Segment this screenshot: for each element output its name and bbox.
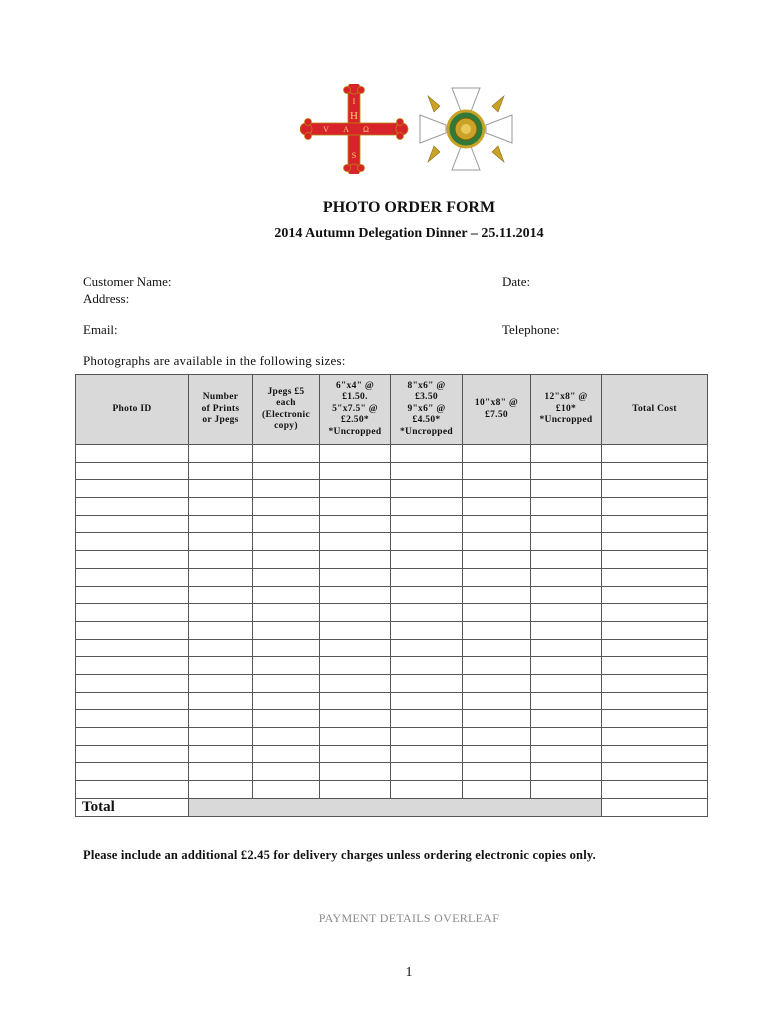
order-rows xyxy=(76,445,708,817)
table-cell[interactable] xyxy=(253,728,320,746)
table-cell[interactable] xyxy=(76,604,189,622)
table-row xyxy=(76,480,708,498)
order-table xyxy=(75,374,708,817)
logo-letter: H xyxy=(350,110,358,122)
white-cross-emblem-icon xyxy=(420,88,512,170)
table-cell[interactable] xyxy=(320,745,391,763)
table-cell[interactable] xyxy=(253,781,320,799)
table-cell[interactable] xyxy=(253,462,320,480)
table-cell[interactable] xyxy=(602,445,708,463)
table-cell[interactable] xyxy=(391,604,463,622)
logo-letter: Ω xyxy=(363,125,369,134)
table-cell[interactable] xyxy=(189,763,253,781)
table-cell[interactable] xyxy=(253,604,320,622)
table-cell[interactable] xyxy=(189,674,253,692)
table-cell[interactable] xyxy=(531,728,602,746)
table-cell[interactable] xyxy=(253,480,320,498)
table-cell[interactable] xyxy=(531,639,602,657)
table-cell[interactable] xyxy=(463,551,531,569)
column-header-8x6: 8"x6" @ £3.50 9"x6" @ £4.50* *Uncropped xyxy=(391,375,463,445)
table-cell[interactable] xyxy=(189,639,253,657)
table-row xyxy=(76,586,708,604)
logos xyxy=(300,84,516,174)
payment-overleaf-text: PAYMENT DETAILS OVERLEAF xyxy=(318,911,500,925)
table-cell[interactable] xyxy=(531,692,602,710)
table-cell[interactable] xyxy=(602,710,708,728)
table-cell[interactable] xyxy=(391,586,463,604)
table-cell[interactable] xyxy=(531,462,602,480)
table-cell[interactable] xyxy=(189,462,253,480)
table-cell[interactable] xyxy=(391,480,463,498)
table-cell[interactable] xyxy=(602,674,708,692)
table-cell[interactable] xyxy=(320,692,391,710)
table-row xyxy=(76,621,708,639)
telephone-label: Telephone: xyxy=(502,322,560,337)
table-row xyxy=(76,498,708,516)
table-cell[interactable] xyxy=(189,568,253,586)
table-cell[interactable] xyxy=(253,515,320,533)
table-cell[interactable] xyxy=(602,781,708,799)
table-cell[interactable] xyxy=(463,657,531,675)
table-cell[interactable] xyxy=(463,692,531,710)
delivery-note: Please include an additional £2.45 for delivery charges unless ordering electronic copies only. xyxy=(83,848,596,862)
table-cell[interactable] xyxy=(531,498,602,516)
table-cell[interactable] xyxy=(391,728,463,746)
table-row xyxy=(76,604,708,622)
table-cell[interactable] xyxy=(320,674,391,692)
table-row xyxy=(76,710,708,728)
table-row xyxy=(76,551,708,569)
table-cell[interactable] xyxy=(189,480,253,498)
table-cell[interactable] xyxy=(602,480,708,498)
table-cell[interactable] xyxy=(76,480,189,498)
table-cell[interactable] xyxy=(463,728,531,746)
table-cell[interactable] xyxy=(391,462,463,480)
table-cell[interactable] xyxy=(602,568,708,586)
table-cell[interactable] xyxy=(602,462,708,480)
table-cell[interactable] xyxy=(76,586,189,604)
table-cell[interactable] xyxy=(76,515,189,533)
table-cell[interactable] xyxy=(602,604,708,622)
table-cell[interactable] xyxy=(463,586,531,604)
table-cell[interactable] xyxy=(189,745,253,763)
table-cell[interactable] xyxy=(76,728,189,746)
red-cross-emblem-icon xyxy=(300,84,408,174)
table-cell[interactable] xyxy=(391,568,463,586)
table-cell[interactable] xyxy=(253,692,320,710)
table-cell[interactable] xyxy=(463,710,531,728)
table-cell[interactable] xyxy=(189,657,253,675)
table-cell[interactable] xyxy=(320,728,391,746)
table-cell[interactable] xyxy=(391,498,463,516)
table-cell[interactable] xyxy=(602,639,708,657)
total-row xyxy=(76,798,708,816)
table-cell[interactable] xyxy=(76,657,189,675)
column-header-10x8: 10"x8" @ £7.50 xyxy=(463,375,531,445)
table-cell[interactable] xyxy=(76,445,189,463)
page-title: PHOTO ORDER FORM xyxy=(322,199,496,216)
table-cell[interactable] xyxy=(189,692,253,710)
table-cell[interactable] xyxy=(76,621,189,639)
table-row xyxy=(76,781,708,799)
table-cell[interactable] xyxy=(463,462,531,480)
table-cell[interactable] xyxy=(320,639,391,657)
table-cell[interactable] xyxy=(76,568,189,586)
table-cell[interactable] xyxy=(531,657,602,675)
table-cell[interactable] xyxy=(320,498,391,516)
table-row xyxy=(76,533,708,551)
column-header-total-cost: Total Cost xyxy=(602,375,708,445)
table-cell[interactable] xyxy=(531,551,602,569)
table-cell[interactable] xyxy=(189,551,253,569)
table-cell[interactable] xyxy=(76,462,189,480)
date-label: Date: xyxy=(502,274,531,289)
table-cell[interactable] xyxy=(189,515,253,533)
table-cell[interactable] xyxy=(189,533,253,551)
table-cell[interactable] xyxy=(463,480,531,498)
table-cell[interactable] xyxy=(602,551,708,569)
table-cell[interactable] xyxy=(391,692,463,710)
table-row xyxy=(76,763,708,781)
table-cell[interactable] xyxy=(391,763,463,781)
table-cell[interactable] xyxy=(76,763,189,781)
table-cell[interactable] xyxy=(391,657,463,675)
table-cell[interactable] xyxy=(320,568,391,586)
table-cell[interactable] xyxy=(189,586,253,604)
table-cell[interactable] xyxy=(253,763,320,781)
table-cell[interactable] xyxy=(463,674,531,692)
table-row xyxy=(76,657,708,675)
table-cell[interactable] xyxy=(463,604,531,622)
sizes-intro-text: Photographs are available in the following sizes: xyxy=(83,353,346,368)
table-cell[interactable] xyxy=(391,745,463,763)
table-cell[interactable] xyxy=(189,621,253,639)
table-cell[interactable] xyxy=(320,604,391,622)
table-cell[interactable] xyxy=(531,763,602,781)
table-cell[interactable] xyxy=(320,657,391,675)
table-cell[interactable] xyxy=(76,710,189,728)
table-cell[interactable] xyxy=(531,480,602,498)
table-cell[interactable] xyxy=(320,621,391,639)
table-cell[interactable] xyxy=(320,462,391,480)
table-cell[interactable] xyxy=(320,551,391,569)
table-cell[interactable] xyxy=(463,445,531,463)
table-cell[interactable] xyxy=(253,533,320,551)
table-cell[interactable] xyxy=(531,710,602,728)
table-row xyxy=(76,445,708,463)
table-cell[interactable] xyxy=(189,498,253,516)
total-label: Total xyxy=(76,798,189,816)
table-cell[interactable] xyxy=(253,568,320,586)
table-cell[interactable] xyxy=(320,781,391,799)
table-cell[interactable] xyxy=(391,710,463,728)
total-shaded-cell xyxy=(189,798,602,816)
table-cell[interactable] xyxy=(391,621,463,639)
table-row xyxy=(76,674,708,692)
table-row xyxy=(76,515,708,533)
table-row xyxy=(76,745,708,763)
table-cell[interactable] xyxy=(602,533,708,551)
table-cell[interactable] xyxy=(602,745,708,763)
table-cell[interactable] xyxy=(602,728,708,746)
table-cell[interactable] xyxy=(391,781,463,799)
table-cell[interactable] xyxy=(531,604,602,622)
table-cell[interactable] xyxy=(253,745,320,763)
table-cell[interactable] xyxy=(391,445,463,463)
table-cell[interactable] xyxy=(391,639,463,657)
page-subtitle: 2014 Autumn Delegation Dinner – 25.11.2014 xyxy=(274,226,544,241)
table-cell[interactable] xyxy=(320,586,391,604)
logo-pair xyxy=(300,84,516,174)
table-cell[interactable] xyxy=(602,498,708,516)
table-cell[interactable] xyxy=(76,498,189,516)
table-cell[interactable] xyxy=(463,621,531,639)
table-cell[interactable] xyxy=(76,781,189,799)
address-label: Address: xyxy=(83,291,130,306)
table-cell[interactable] xyxy=(531,586,602,604)
table-cell[interactable] xyxy=(463,781,531,799)
table-cell[interactable] xyxy=(253,498,320,516)
table-header-row xyxy=(76,375,708,445)
table-cell[interactable] xyxy=(76,692,189,710)
table-cell[interactable] xyxy=(253,710,320,728)
table-cell[interactable] xyxy=(531,568,602,586)
table-cell[interactable] xyxy=(602,515,708,533)
table-cell[interactable] xyxy=(463,533,531,551)
table-cell[interactable] xyxy=(531,445,602,463)
table-cell[interactable] xyxy=(189,728,253,746)
table-cell[interactable] xyxy=(463,763,531,781)
table-cell[interactable] xyxy=(76,551,189,569)
table-cell[interactable] xyxy=(463,639,531,657)
table-cell[interactable] xyxy=(253,621,320,639)
table-cell[interactable] xyxy=(320,515,391,533)
table-cell[interactable] xyxy=(531,745,602,763)
logo-letter: A xyxy=(343,125,349,134)
table-cell[interactable] xyxy=(253,674,320,692)
table-cell[interactable] xyxy=(602,621,708,639)
table-cell[interactable] xyxy=(76,639,189,657)
table-cell[interactable] xyxy=(602,692,708,710)
table-cell[interactable] xyxy=(391,674,463,692)
table-cell[interactable] xyxy=(320,480,391,498)
table-cell[interactable] xyxy=(391,533,463,551)
table-cell[interactable] xyxy=(189,445,253,463)
page-number: 1 xyxy=(405,965,413,980)
logo-letter: S xyxy=(351,151,357,160)
table-cell[interactable] xyxy=(189,604,253,622)
column-header-6x4: 6"x4" @ £1.50. 5"x7.5" @ £2.50* *Uncropped xyxy=(320,375,391,445)
table-cell[interactable] xyxy=(463,568,531,586)
table-row xyxy=(76,639,708,657)
table-cell[interactable] xyxy=(253,657,320,675)
table-cell[interactable] xyxy=(76,674,189,692)
table-cell[interactable] xyxy=(531,533,602,551)
logo-letter: I xyxy=(352,97,356,106)
table-cell[interactable] xyxy=(463,498,531,516)
table-cell[interactable] xyxy=(391,515,463,533)
table-row xyxy=(76,462,708,480)
table-cell[interactable] xyxy=(320,763,391,781)
table-cell[interactable] xyxy=(531,674,602,692)
logo-letter: V xyxy=(323,125,329,134)
table-cell[interactable] xyxy=(531,515,602,533)
table-cell[interactable] xyxy=(189,710,253,728)
table-row xyxy=(76,728,708,746)
table-cell[interactable] xyxy=(76,533,189,551)
table-cell[interactable] xyxy=(531,781,602,799)
table-cell[interactable] xyxy=(463,745,531,763)
table-row xyxy=(76,692,708,710)
table-cell[interactable] xyxy=(391,551,463,569)
table-cell[interactable] xyxy=(320,445,391,463)
table-cell[interactable] xyxy=(253,551,320,569)
table-cell[interactable] xyxy=(602,586,708,604)
table-cell[interactable] xyxy=(320,710,391,728)
table-cell[interactable] xyxy=(253,586,320,604)
table-cell[interactable] xyxy=(253,639,320,657)
table-cell[interactable] xyxy=(189,781,253,799)
table-cell[interactable] xyxy=(76,745,189,763)
table-cell[interactable] xyxy=(320,533,391,551)
table-cell[interactable] xyxy=(602,763,708,781)
column-header-photo-id: Photo ID xyxy=(76,375,189,445)
total-cost-cell[interactable] xyxy=(602,798,708,816)
customer-name-label: Customer Name: xyxy=(83,274,172,289)
email-label: Email: xyxy=(83,322,118,337)
table-row xyxy=(76,568,708,586)
table-cell[interactable] xyxy=(531,621,602,639)
column-header-number: Number of Prints or Jpegs xyxy=(189,375,253,445)
column-header-12x8: 12"x8" @ £10* *Uncropped xyxy=(531,375,602,445)
column-header-jpegs: Jpegs £5 each (Electronic copy) xyxy=(253,375,320,445)
table-cell[interactable] xyxy=(463,515,531,533)
table-cell[interactable] xyxy=(253,445,320,463)
table-cell[interactable] xyxy=(602,657,708,675)
